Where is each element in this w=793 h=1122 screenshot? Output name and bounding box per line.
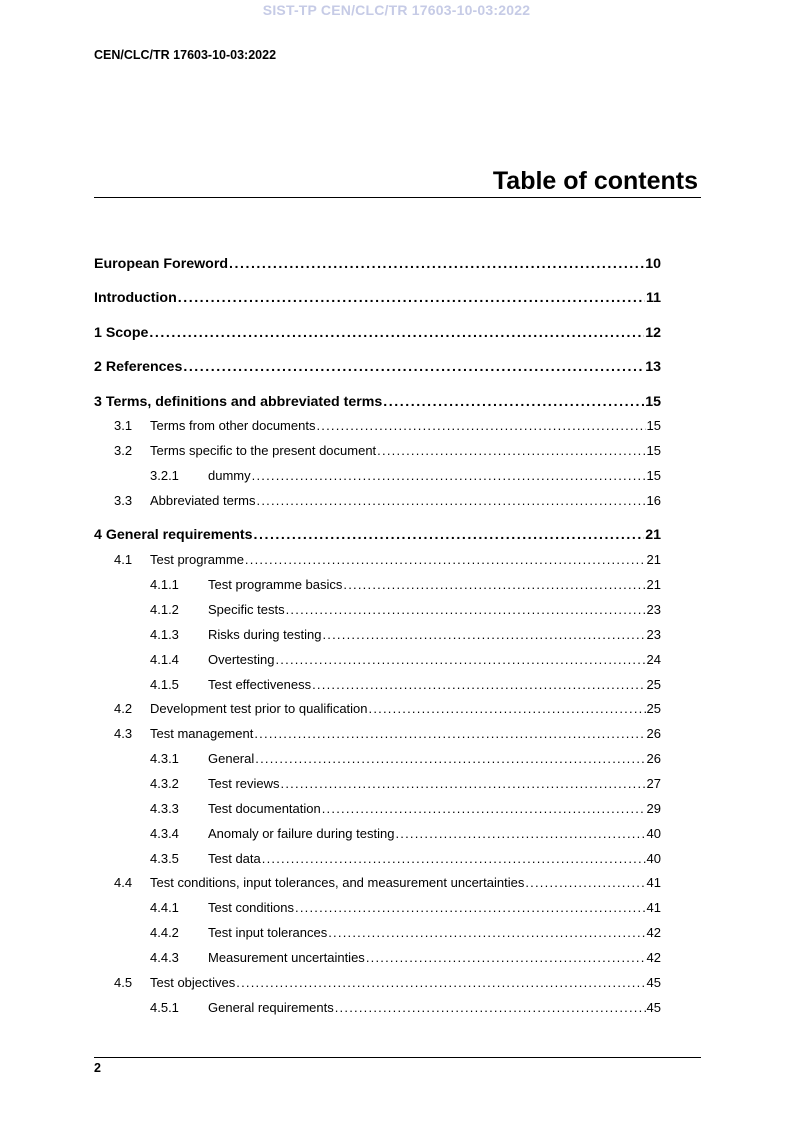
- toc-entry[interactable]: [94, 357, 661, 377]
- toc-entry-label: General: [208, 751, 255, 766]
- toc-entry-label: Test effectiveness: [208, 677, 312, 692]
- toc-entry-label: Abbreviated terms: [150, 493, 256, 508]
- toc-entry-page: 40: [646, 826, 661, 841]
- toc-entry[interactable]: [94, 676, 661, 694]
- toc-dot-leader: [252, 467, 646, 485]
- toc-entry[interactable]: [94, 899, 661, 917]
- toc-dot-leader: [286, 601, 646, 619]
- toc-dot-leader: [335, 999, 646, 1017]
- footer-divider: [94, 1057, 701, 1058]
- document-id-header: CEN/CLC/TR 17603-10-03:2022: [94, 48, 277, 62]
- toc-entry-label: Terms specific to the present document: [150, 443, 377, 458]
- toc-entry[interactable]: [94, 874, 661, 892]
- toc-entry-page: 21: [646, 577, 661, 592]
- toc-entry-label: Test data: [208, 851, 261, 866]
- toc-dot-leader: [262, 850, 646, 868]
- toc-dot-leader: [322, 800, 646, 818]
- toc-entry-number: 4.3.2: [150, 776, 179, 791]
- toc-dot-leader: [254, 725, 645, 743]
- toc-entry-page: 41: [646, 875, 661, 890]
- toc-entry-number: 4.4.1: [150, 900, 179, 915]
- toc-entry-number: 3.3: [114, 493, 133, 508]
- toc-entry-page: 10: [645, 256, 661, 272]
- toc-entry[interactable]: [94, 288, 661, 308]
- toc-entry-label: Terms from other documents: [150, 418, 316, 433]
- toc-entry-label: Test conditions: [208, 900, 294, 915]
- toc-entry-label: Test programme: [150, 552, 244, 567]
- toc-entry-page: 42: [646, 950, 661, 965]
- toc-entry[interactable]: [94, 442, 661, 460]
- toc-entry-page: 25: [646, 677, 661, 692]
- toc-entry-number: 4.1.1: [150, 577, 179, 592]
- toc-entry-label: Risks during testing: [208, 627, 322, 642]
- toc-dot-leader: [255, 750, 645, 768]
- toc-entry-page: 27: [646, 776, 661, 791]
- toc-entry-label: Test objectives: [150, 975, 236, 990]
- toc-entry-number: 4.5: [114, 975, 133, 990]
- toc-entry-page: 21: [645, 527, 661, 543]
- toc-entry[interactable]: [94, 576, 661, 594]
- toc-entry[interactable]: [94, 775, 661, 793]
- toc-entry-label: Test management: [150, 726, 254, 741]
- toc-entry-label: European Foreword: [94, 256, 229, 272]
- toc-entry-number: 4.3: [114, 726, 133, 741]
- toc-dot-leader: [316, 417, 645, 435]
- toc-entry-number: 4.1.5: [150, 677, 179, 692]
- toc-entry-label: General requirements: [208, 1000, 334, 1015]
- toc-entry-label: Test conditions, input tolerances, and measurement uncertainties: [150, 875, 525, 890]
- toc-entry[interactable]: [94, 392, 661, 412]
- toc-entry[interactable]: [94, 492, 661, 510]
- watermark: SIST-TP CEN/CLC/TR 17603-10-03:2022: [262, 2, 531, 18]
- toc-dot-leader: [295, 899, 646, 917]
- toc-entry-number: 4.1.3: [150, 627, 179, 642]
- toc-entry[interactable]: [94, 525, 661, 545]
- toc-dot-leader: [312, 676, 645, 694]
- toc-entry-page: 45: [646, 1000, 661, 1015]
- toc-entry[interactable]: [94, 254, 661, 274]
- toc-entry-number: 4.1.4: [150, 652, 179, 667]
- toc-entry-number: 4.4.3: [150, 950, 179, 965]
- toc-entry[interactable]: [94, 974, 661, 992]
- toc-entry-page: 15: [646, 418, 661, 433]
- page-number: 2: [94, 1061, 101, 1075]
- toc-entry-label: 3 Terms, definitions and abbreviated terms: [94, 394, 383, 410]
- toc-entry-label: Overtesting: [208, 652, 275, 667]
- toc-dot-leader: [328, 924, 645, 942]
- toc-entry-number: 4.3.1: [150, 751, 179, 766]
- toc-entry-page: 26: [646, 751, 661, 766]
- toc-entry-label: Anomaly or failure during testing: [208, 826, 395, 841]
- toc-dot-leader: [383, 392, 644, 412]
- toc-dot-leader: [377, 442, 645, 460]
- toc-dot-leader: [178, 288, 645, 308]
- toc-entry-page: 26: [646, 726, 661, 741]
- toc-entry-number: 4.2: [114, 701, 133, 716]
- toc-dot-leader: [281, 775, 646, 793]
- toc-entry[interactable]: [94, 924, 661, 942]
- toc-entry-number: 4.3.3: [150, 801, 179, 816]
- toc-entry-page: 15: [646, 468, 661, 483]
- toc-entry[interactable]: [94, 750, 661, 768]
- toc-entry-page: 11: [646, 290, 661, 306]
- toc-entry-label: 4 General requirements: [94, 527, 253, 543]
- toc-entry-page: 41: [646, 900, 661, 915]
- toc-entry-page: 16: [646, 493, 661, 508]
- toc-dot-leader: [395, 825, 645, 843]
- toc-entry-page: 23: [646, 627, 661, 642]
- toc-entry[interactable]: [94, 825, 661, 843]
- toc-entry[interactable]: [94, 601, 661, 619]
- toc-entry-page: 45: [646, 975, 661, 990]
- toc-dot-leader: [343, 576, 645, 594]
- toc-entry-label: Specific tests: [208, 602, 285, 617]
- toc-entry-number: 3.2.1: [150, 468, 179, 483]
- toc-entry-page: 12: [645, 325, 661, 341]
- toc-entry[interactable]: [94, 725, 661, 743]
- toc-dot-leader: [236, 974, 645, 992]
- toc-dot-leader: [254, 525, 645, 545]
- toc-dot-leader: [275, 651, 645, 669]
- toc-entry-number: 3.1: [114, 418, 133, 433]
- toc-dot-leader: [322, 626, 645, 644]
- toc-entry-number: 4.4: [114, 875, 133, 890]
- toc-entry[interactable]: [94, 626, 661, 644]
- toc-entry[interactable]: [94, 949, 661, 967]
- toc-entry-page: 29: [646, 801, 661, 816]
- toc-dot-leader: [149, 323, 644, 343]
- toc-entry[interactable]: [94, 700, 661, 718]
- toc-entry-page: 42: [646, 925, 661, 940]
- toc-dot-leader: [369, 700, 646, 718]
- toc-entry-label: 1 Scope: [94, 325, 149, 341]
- toc-entry[interactable]: [94, 551, 661, 569]
- toc-entry[interactable]: [94, 800, 661, 818]
- toc-dot-leader: [257, 492, 646, 510]
- toc-entry-page: 15: [646, 443, 661, 458]
- toc-entry-label: Measurement uncertainties: [208, 950, 365, 965]
- toc-entry-number: 4.4.2: [150, 925, 179, 940]
- toc-entry-number: 4.3.5: [150, 851, 179, 866]
- toc-entry[interactable]: [94, 651, 661, 669]
- toc-entry-label: Test input tolerances: [208, 925, 328, 940]
- toc-entry-number: 4.5.1: [150, 1000, 179, 1015]
- toc-entry-label: Test programme basics: [208, 577, 343, 592]
- toc-dot-leader: [525, 874, 645, 892]
- toc-entry[interactable]: [94, 850, 661, 868]
- toc-entry-page: 25: [646, 701, 661, 716]
- toc-entry[interactable]: [94, 323, 661, 343]
- toc-entry-page: 24: [646, 652, 661, 667]
- toc-entry-label: Development test prior to qualification: [150, 701, 368, 716]
- toc-entry-page: 15: [645, 394, 661, 410]
- page-title: Table of contents: [492, 167, 698, 195]
- toc-entry-label: Test reviews: [208, 776, 280, 791]
- toc-entry-page: 23: [646, 602, 661, 617]
- toc-entry[interactable]: [94, 417, 661, 435]
- toc-entry-page: 21: [646, 552, 661, 567]
- toc-entry-page: 40: [646, 851, 661, 866]
- toc-entry-label: Test documentation: [208, 801, 321, 816]
- toc-dot-leader: [229, 254, 644, 274]
- toc-dot-leader: [366, 949, 646, 967]
- toc-entry-number: 4.1.2: [150, 602, 179, 617]
- toc-entry-label: Introduction: [94, 290, 177, 306]
- toc-entry[interactable]: [94, 999, 661, 1017]
- toc-entry-number: 4.1: [114, 552, 133, 567]
- toc-entry-number: 4.3.4: [150, 826, 179, 841]
- toc-dot-leader: [183, 357, 644, 377]
- toc-entry[interactable]: [94, 467, 661, 485]
- toc-dot-leader: [245, 551, 646, 569]
- toc-entry-number: 3.2: [114, 443, 133, 458]
- toc-entry-label: dummy: [208, 468, 251, 483]
- toc-entry-label: 2 References: [94, 359, 183, 375]
- toc-entry-page: 13: [645, 359, 661, 375]
